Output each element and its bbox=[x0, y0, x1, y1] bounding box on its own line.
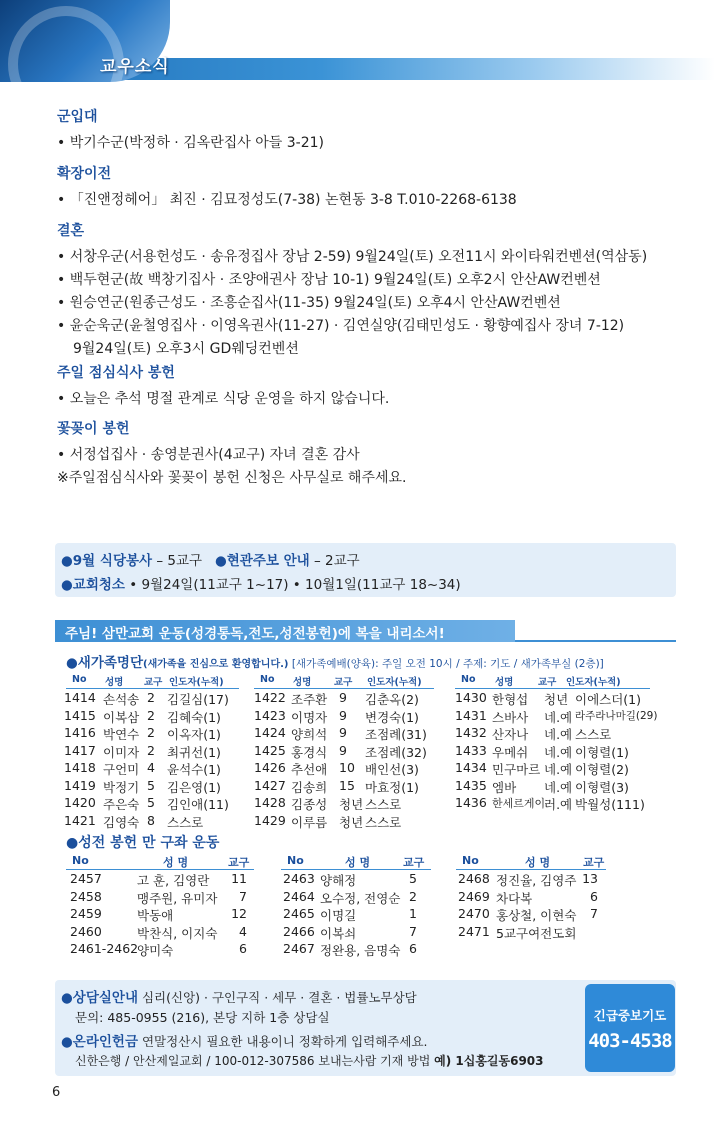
counsel-contact: 문의: 485-0955 (216), 본당 지하 1층 상담실 bbox=[75, 1010, 330, 1025]
table-cell: 이루름 bbox=[291, 814, 328, 830]
table-cell: 스스로 bbox=[365, 814, 402, 830]
section-title: 확장이전 bbox=[57, 166, 112, 182]
table-cell: 1419 bbox=[64, 777, 96, 793]
header-rule bbox=[455, 688, 650, 689]
new-family-info: [새가족예배(양육): 주일 오전 10시 / 주제: 기도 / 새가족부실 (2층)] bbox=[288, 658, 604, 670]
table-cell: 이복삼 bbox=[103, 709, 140, 725]
table-cell: 고 훈, 김영란 bbox=[137, 873, 210, 888]
table-cell: 양해정 bbox=[320, 873, 357, 888]
table-cell: 김인애(11) bbox=[167, 797, 229, 812]
col-header: No bbox=[72, 674, 87, 685]
table-cell: 양희석 bbox=[291, 727, 328, 742]
section-title: 결혼 bbox=[57, 223, 85, 239]
table-cell: 변경숙(1) bbox=[365, 709, 419, 725]
section-flower bbox=[57, 418, 697, 490]
table-cell: 1432 bbox=[455, 725, 487, 740]
new-family-subtitle: (새가족을 진심으로 환영합니다.) bbox=[143, 659, 289, 670]
col-header: No bbox=[260, 674, 275, 685]
counsel-value: 심리(신앙) · 구인구직 · 세무 · 결혼 · 법률노무상담 bbox=[138, 990, 417, 1005]
table-cell: 스바사 bbox=[492, 709, 529, 725]
table-cell: 7 bbox=[239, 888, 247, 904]
table-cell: 1433 bbox=[455, 742, 487, 758]
col-header: 교구 bbox=[228, 856, 250, 869]
table-cell: 홍경식 bbox=[291, 744, 328, 760]
cleaning-value: • 9월24일(11교구 1~17) • 10월1일(11교구 18~34) bbox=[124, 577, 461, 593]
header-rule bbox=[281, 869, 431, 870]
table-cell: 1 bbox=[409, 906, 417, 921]
service-row-2 bbox=[61, 573, 461, 593]
table-cell: 8 bbox=[147, 812, 155, 828]
table-cell: 청년 bbox=[544, 692, 569, 707]
bank-info bbox=[75, 1052, 544, 1069]
table-cell: 이형렬(2) bbox=[575, 762, 629, 777]
counsel-label: ●상담실안내 bbox=[61, 990, 138, 1006]
col-header: 성명 bbox=[495, 677, 514, 688]
table-cell: 2463 bbox=[283, 871, 315, 886]
temple-offering-title: ●성전 봉헌 만 구좌 운동 bbox=[66, 835, 220, 851]
list-item: ※주일점심식사와 꽃꽂이 봉헌 신청은 사무실로 해주세요. bbox=[57, 470, 407, 486]
list-item: • 박기수군(박정하 · 김옥란집사 아들 3-21) bbox=[57, 135, 324, 151]
table-cell: 2 bbox=[409, 888, 417, 904]
col-header: 인도자(누적) bbox=[566, 677, 621, 688]
section-lunch bbox=[57, 362, 697, 411]
table-cell: 7 bbox=[590, 906, 598, 921]
table-cell: 러.예 bbox=[544, 797, 573, 812]
table-cell: 4 bbox=[147, 760, 155, 775]
table-cell: 1431 bbox=[455, 707, 487, 723]
table-cell: 1427 bbox=[254, 777, 286, 793]
table-cell: 주은숙 bbox=[103, 797, 140, 812]
table-cell: 1428 bbox=[254, 795, 286, 810]
table-cell: 라주라나마길(29) bbox=[575, 709, 658, 722]
list-item: • 원승연군(원종근성도 · 조흥순집사(11-35) 9월24일(토) 오후4시 안산AW컨벤션 bbox=[57, 295, 561, 311]
col-header: 교구 bbox=[538, 677, 557, 688]
table-cell: 한형섭 bbox=[492, 692, 529, 707]
col-header: 교구 bbox=[334, 677, 353, 688]
table-cell: 이옥자(1) bbox=[167, 727, 221, 742]
emergency-number: 403-4538 bbox=[588, 1030, 672, 1052]
counsel-box bbox=[55, 980, 676, 1076]
header-rule bbox=[456, 869, 606, 870]
table-cell: 2471 bbox=[458, 923, 490, 939]
emergency-label: 긴급중보기도 bbox=[593, 1008, 667, 1023]
bank-account-text: 신한은행 / 안산제일교회 / 100-012-307586 보내는사람 기재 방법 bbox=[75, 1054, 435, 1068]
sender-example: 예) 1십홍길동6903 bbox=[434, 1054, 544, 1068]
table-cell: 1436 bbox=[455, 795, 487, 810]
col-header: No bbox=[72, 854, 89, 867]
table-cell: 정완용, 음명숙 bbox=[320, 943, 401, 958]
table-cell: 이명길 bbox=[320, 908, 357, 923]
section-move bbox=[57, 163, 697, 212]
table-cell: 13 bbox=[582, 871, 598, 886]
table-cell: 2 bbox=[147, 725, 155, 740]
col-header: 성명 bbox=[105, 677, 124, 688]
table-cell: 2468 bbox=[458, 871, 490, 886]
table-cell: 12 bbox=[231, 906, 247, 921]
table-cell: 2 bbox=[147, 707, 155, 723]
table-cell: 2461-2462 bbox=[70, 941, 139, 956]
table-cell: 정진율, 김영주 bbox=[496, 873, 577, 888]
table-cell: 이미자 bbox=[103, 744, 140, 760]
table-cell: 2 bbox=[147, 690, 155, 705]
table-cell: 엠바 bbox=[492, 779, 517, 795]
service-row-1 bbox=[61, 549, 360, 569]
emergency-prayer-box bbox=[585, 984, 675, 1072]
table-cell: 1434 bbox=[455, 760, 487, 775]
table-cell: 스스로 bbox=[575, 727, 612, 742]
table-cell: 1414 bbox=[64, 690, 96, 705]
list-item: • 서정섭집사 · 송영분권사(4교구) 자녀 결혼 감사 bbox=[57, 447, 360, 463]
table-cell: 2 bbox=[147, 742, 155, 758]
table-cell: 6 bbox=[590, 888, 598, 904]
table-cell: 9 bbox=[339, 707, 347, 723]
table-cell: 우메쉬 bbox=[492, 744, 529, 760]
table-cell: 10 bbox=[339, 760, 355, 775]
section-wedding bbox=[57, 220, 697, 361]
table-cell: 네.예 bbox=[544, 779, 573, 795]
table-cell: 1435 bbox=[455, 777, 487, 793]
service-box bbox=[55, 543, 676, 597]
list-item: • 윤순욱군(윤철영집사 · 이영옥권사(11-27) · 김연실양(김태민성도 · 황향예집사 장녀 7-12) bbox=[57, 318, 625, 334]
table-cell: 2458 bbox=[70, 888, 102, 904]
table-cell: 박월성(111) bbox=[575, 797, 645, 812]
table-cell: 홍상철, 이현숙 bbox=[496, 908, 577, 923]
table-cell: 김은영(1) bbox=[167, 779, 221, 795]
col-header: No bbox=[462, 854, 479, 867]
table-cell: 11 bbox=[231, 871, 247, 886]
table-cell: 5 bbox=[147, 777, 155, 793]
table-cell: 1417 bbox=[64, 742, 96, 758]
table-cell: 1424 bbox=[254, 725, 286, 740]
table-cell: 2467 bbox=[283, 941, 315, 956]
header-rule bbox=[254, 688, 434, 689]
col-header: 성명 bbox=[293, 677, 312, 688]
page-title: 교우소식 bbox=[100, 57, 170, 77]
table-cell: 9 bbox=[339, 725, 347, 740]
table-cell: 1422 bbox=[254, 690, 286, 705]
section-title: 꽃꽂이 봉헌 bbox=[57, 421, 130, 437]
table-cell: 박연수 bbox=[103, 727, 140, 742]
table-cell: 차다복 bbox=[496, 890, 533, 906]
list-item: 9월24일(토) 오후3시 GD웨딩컨벤션 bbox=[73, 341, 299, 357]
table-cell: 맹주원, 유미자 bbox=[137, 890, 218, 906]
table-cell: 조주환 bbox=[291, 692, 328, 707]
table-cell: 이명자 bbox=[291, 709, 328, 725]
page-number: 6 bbox=[52, 1085, 61, 1100]
new-family-title bbox=[66, 651, 604, 671]
list-item: • 백두현군(故 백창기집사 · 조양애권사 장남 10-1) 9월24일(토) 오후2시 안산AW컨벤션 bbox=[57, 272, 601, 288]
table-cell: 1426 bbox=[254, 760, 286, 775]
table-cell: 양미숙 bbox=[137, 943, 174, 958]
table-cell: 김길심(17) bbox=[167, 692, 229, 707]
table-cell: 박정기 bbox=[103, 779, 140, 795]
header-rule bbox=[66, 869, 254, 870]
col-header: 인도자(누적) bbox=[169, 677, 224, 688]
table-cell: 2465 bbox=[283, 906, 315, 921]
list-item: • 「진앤정헤어」 최진 · 김묘정성도(7-38) 논현동 3-8 T.010-2268-6138 bbox=[57, 192, 517, 208]
col-header: 교구 bbox=[144, 677, 163, 688]
online-offering-label: ●온라인헌금 bbox=[61, 1034, 138, 1050]
table-cell: 1415 bbox=[64, 707, 96, 723]
table-cell: 1421 bbox=[64, 812, 96, 828]
table-cell: 1423 bbox=[254, 707, 286, 723]
table-cell: 9 bbox=[339, 690, 347, 705]
table-cell: 스스로 bbox=[365, 797, 402, 812]
table-cell: 2457 bbox=[70, 871, 102, 886]
table-cell: 김송희 bbox=[291, 779, 328, 795]
bulletin-guide-label: ●현관주보 안내 bbox=[214, 553, 310, 569]
section-title: 군입대 bbox=[57, 109, 98, 125]
cleaning-label: ●교회청소 bbox=[61, 577, 125, 593]
table-cell: 네.예 bbox=[544, 744, 573, 760]
table-cell: 1425 bbox=[254, 742, 286, 758]
table-cell: 구언미 bbox=[103, 762, 140, 777]
table-cell: 5 bbox=[147, 795, 155, 810]
table-cell: 이에스더(1) bbox=[575, 692, 642, 707]
table-cell: 2470 bbox=[458, 906, 490, 921]
table-cell: 1416 bbox=[64, 725, 96, 740]
table-cell: 1430 bbox=[455, 690, 487, 705]
table-cell: 1429 bbox=[254, 812, 286, 828]
table-cell: 윤석수(1) bbox=[167, 762, 221, 777]
col-header: 인도자(누적) bbox=[367, 677, 422, 688]
table-cell: 네.예 bbox=[544, 762, 573, 777]
table-cell: 김춘옥(2) bbox=[365, 692, 419, 707]
table-cell: 김영숙 bbox=[103, 814, 140, 830]
bulletin-guide-value: – 2교구 bbox=[309, 553, 360, 569]
table-cell: 네.예 bbox=[544, 709, 573, 725]
table-cell: 이형렬(3) bbox=[575, 779, 629, 795]
table-cell: 조점례(32) bbox=[365, 744, 427, 760]
table-cell: 9 bbox=[339, 742, 347, 758]
table-cell: 마효정(1) bbox=[365, 779, 419, 795]
col-header: No bbox=[287, 854, 304, 867]
table-cell: 산자나 bbox=[492, 727, 529, 742]
table-cell: 이형렬(1) bbox=[575, 744, 629, 760]
table-cell: 박동애 bbox=[137, 908, 174, 923]
new-family-heading: ●새가족명단 bbox=[66, 655, 143, 671]
col-header: No bbox=[461, 674, 476, 685]
list-item: • 오늘은 추석 명절 관계로 식당 운영을 하지 않습니다. bbox=[57, 391, 390, 407]
kitchen-service-value: – 5교구 bbox=[152, 553, 203, 569]
counsel-row bbox=[61, 986, 417, 1006]
section-enlist bbox=[57, 106, 697, 155]
kitchen-service-label: ●9월 식당봉사 bbox=[61, 553, 153, 569]
table-cell: 스스로 bbox=[167, 814, 204, 830]
prayer-banner bbox=[55, 620, 515, 642]
online-offering-value: 연말정산시 필요한 내용이니 정확하게 입력해주세요. bbox=[138, 1034, 428, 1049]
table-cell: 2469 bbox=[458, 888, 490, 904]
page-header bbox=[0, 0, 715, 82]
table-cell: 6 bbox=[239, 941, 247, 956]
table-cell: 2464 bbox=[283, 888, 315, 904]
table-cell: 손석송 bbox=[103, 692, 140, 707]
section-title: 주일 점심식사 봉헌 bbox=[57, 365, 175, 381]
online-offering-row bbox=[61, 1030, 428, 1050]
table-cell: 최귀선(1) bbox=[167, 744, 221, 760]
table-cell: 2466 bbox=[283, 923, 315, 939]
banner-text: 주님! 삼만교회 운동(성경통독,전도,성전봉헌)에 복을 내리소서! bbox=[65, 626, 445, 642]
table-cell: 청년 bbox=[339, 814, 364, 830]
table-cell: 민구마르 bbox=[492, 762, 541, 777]
table-cell: 조점례(31) bbox=[365, 727, 427, 742]
header-rule bbox=[66, 688, 239, 689]
table-cell: 15 bbox=[339, 777, 355, 793]
table-cell: 김종성 bbox=[291, 797, 328, 812]
col-header: 교구 bbox=[583, 856, 605, 869]
table-cell: 5교구여전도회 bbox=[496, 925, 577, 941]
table-cell: 오수정, 전영순 bbox=[320, 890, 401, 906]
table-cell: 네.예 bbox=[544, 727, 573, 742]
table-cell: 4 bbox=[239, 923, 247, 939]
table-cell: 7 bbox=[409, 923, 417, 939]
table-cell: 한세르게이 bbox=[492, 797, 546, 810]
col-header: 교구 bbox=[403, 856, 425, 869]
table-cell: 배인선(3) bbox=[365, 762, 419, 777]
table-cell: 1420 bbox=[64, 795, 96, 810]
list-item: • 서창우군(서용헌성도 · 송유정집사 장남 2-59) 9월24일(토) 오전11시 와이타워컨벤션(역삼동) bbox=[57, 249, 648, 265]
table-cell: 박찬식, 이지숙 bbox=[137, 925, 218, 941]
table-cell: 2459 bbox=[70, 906, 102, 921]
col-header: 성 명 bbox=[345, 856, 371, 869]
col-header: 성 명 bbox=[163, 856, 189, 869]
table-cell: 김혜숙(1) bbox=[167, 709, 221, 725]
table-cell: 2460 bbox=[70, 923, 102, 939]
table-cell: 이복쇠 bbox=[320, 925, 357, 941]
col-header: 성 명 bbox=[525, 856, 551, 869]
table-cell: 5 bbox=[409, 871, 417, 886]
table-cell: 추선애 bbox=[291, 762, 328, 777]
table-cell: 1418 bbox=[64, 760, 96, 775]
table-cell: 6 bbox=[409, 941, 417, 956]
table-cell: 청년 bbox=[339, 797, 364, 812]
